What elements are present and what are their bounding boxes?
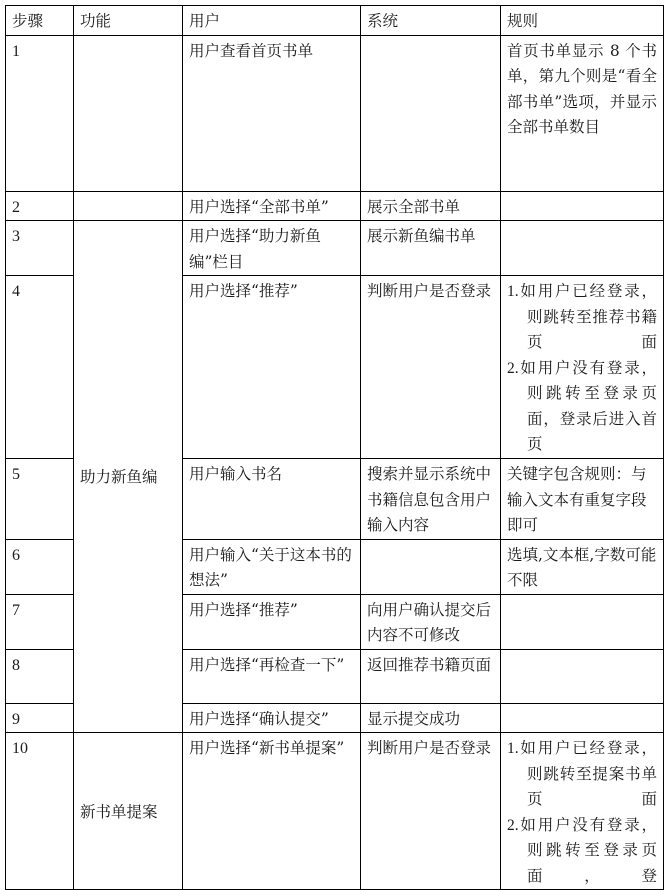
rule-cell: 选填,文本框,字数可能不限 (501, 539, 664, 594)
system-cell: 向用户确认提交后内容不可修改 (361, 594, 501, 649)
system-cell: 搜索并显示系统中书籍信息包含用户输入内容 (361, 459, 501, 540)
step-cell: 3 (6, 221, 74, 276)
user-cell: 用户输入“关于这本书的想法” (183, 539, 361, 594)
rule-item: 1.如用户已经登录，则跳转至推荐书籍页面 (507, 282, 657, 351)
step-cell: 2 (6, 191, 74, 221)
user-cell: 用户选择“再检查一下” (183, 649, 361, 703)
user-cell: 用户选择“新书单提案” (183, 733, 361, 890)
system-cell: 返回推荐书籍页面 (361, 649, 501, 703)
rule-cell: 首页书单显示 8 个书单，第九个则是“看全部书单”选项，并显示全部书单数目 (501, 35, 664, 191)
user-cell: 用户选择“推荐” (183, 276, 361, 459)
rule-cell (501, 733, 664, 890)
table-row (6, 221, 664, 276)
step-cell: 10 (6, 733, 74, 890)
rule-list (507, 279, 657, 458)
user-cell: 用户选择“助力新鱼编”栏目 (183, 221, 361, 276)
header-system: 系统 (361, 6, 501, 36)
rule-item: 1.如用户已经登录，则跳转至提案书单页面 (507, 739, 657, 808)
step-cell: 4 (6, 276, 74, 459)
user-cell: 用户选择“推荐” (183, 594, 361, 649)
rule-item: 2.如用户没有登录，则跳转至登录页面，登录后进入首页 (507, 358, 657, 453)
requirements-table (5, 5, 664, 890)
header-function: 功能 (74, 6, 183, 36)
function-cell (74, 35, 183, 191)
function-cell (74, 191, 183, 221)
header-row (6, 6, 664, 36)
step-cell: 1 (6, 35, 74, 191)
system-cell: 展示新鱼编书单 (361, 221, 501, 276)
system-cell: 展示全部书单 (361, 191, 501, 221)
step-cell: 7 (6, 594, 74, 649)
header-step: 步骤 (6, 6, 74, 36)
rule-list (507, 736, 657, 889)
rule-item: 2.如用户没有登录，则跳转至登录页面，登 (507, 815, 657, 885)
header-user: 用户 (183, 6, 361, 36)
rule-cell (501, 191, 664, 221)
table-row (6, 35, 664, 191)
function-cell-boost-new-editor: 助力新鱼编 (74, 221, 183, 733)
system-cell: 判断用户是否登录 (361, 733, 501, 890)
user-cell: 用户查看首页书单 (183, 35, 361, 191)
step-cell: 5 (6, 459, 74, 540)
system-cell (361, 35, 501, 191)
user-cell: 用户选择“全部书单” (183, 191, 361, 221)
rule-cell (501, 221, 664, 276)
rule-cell (501, 649, 664, 703)
function-cell-new-booklist-proposal: 新书单提案 (74, 733, 183, 890)
rule-cell (501, 703, 664, 733)
step-cell: 6 (6, 539, 74, 594)
system-cell: 判断用户是否登录 (361, 276, 501, 459)
step-cell: 9 (6, 703, 74, 733)
system-cell (361, 539, 501, 594)
table-row (6, 191, 664, 221)
rule-cell (501, 594, 664, 649)
rule-cell: 关键字包含规则：与输入文本有重复字段即可 (501, 459, 664, 540)
table-row (6, 733, 664, 890)
step-cell: 8 (6, 649, 74, 703)
rule-cell (501, 276, 664, 459)
user-cell: 用户输入书名 (183, 459, 361, 540)
user-cell: 用户选择“确认提交” (183, 703, 361, 733)
system-cell: 显示提交成功 (361, 703, 501, 733)
header-rule: 规则 (501, 6, 664, 36)
